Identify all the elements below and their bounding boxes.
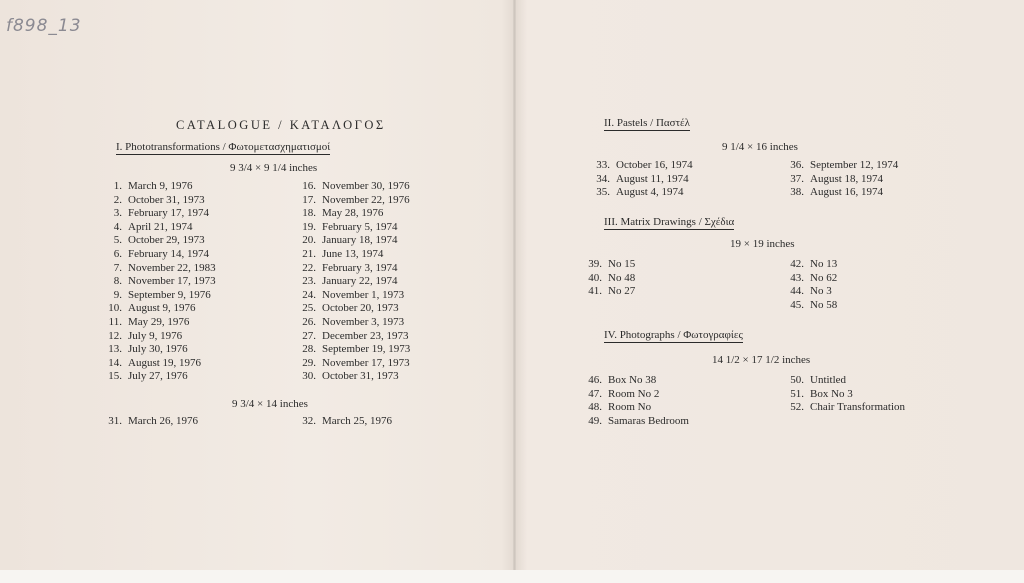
item-text: October 20, 1973 — [322, 302, 399, 315]
item-text: June 13, 1974 — [322, 247, 384, 260]
list-item — [296, 262, 410, 276]
list-item — [784, 258, 837, 272]
list-item — [102, 262, 216, 276]
item-number: 45. — [790, 298, 804, 311]
item-text: August 4, 1974 — [616, 186, 684, 199]
list-item — [784, 173, 898, 187]
list-item — [102, 221, 216, 235]
list-item — [296, 194, 410, 208]
item-text: Untitled — [810, 374, 847, 386]
list-matrix-col2 — [784, 258, 837, 312]
list-photographs-col2 — [784, 374, 905, 415]
dimensions-phototransformations: 9 3/4 × 9 1/4 inches — [230, 162, 318, 174]
item-text: Room No 2 — [608, 387, 660, 400]
item-text: December 23, 1973 — [322, 329, 409, 342]
item-text: Room No — [608, 401, 652, 414]
item-text: July 9, 1976 — [128, 329, 183, 342]
item-text: No 58 — [810, 298, 838, 311]
item-number: 42. — [790, 258, 804, 270]
item-text: No 15 — [608, 258, 636, 270]
list-phototransformations-col1 — [102, 180, 216, 384]
list-item — [784, 272, 837, 286]
item-text: January 18, 1974 — [322, 234, 398, 247]
item-text: August 16, 1974 — [810, 186, 884, 199]
list-item — [102, 302, 216, 316]
item-number: 51. — [790, 387, 804, 400]
list-item — [784, 285, 837, 299]
list-item — [102, 194, 216, 208]
item-number: 15. — [108, 370, 122, 383]
list-item — [102, 415, 198, 428]
list-item — [784, 388, 905, 402]
dimensions-phototransformations-2: 9 3/4 × 14 inches — [232, 398, 308, 410]
list-item — [296, 275, 410, 289]
item-text: No 3 — [810, 285, 832, 298]
item-number: 38. — [790, 186, 804, 199]
item-date: March 26, 1976 — [128, 415, 198, 427]
dimensions-matrix: 19 × 19 inches — [730, 238, 795, 250]
item-text: No 27 — [608, 285, 636, 298]
item-number: 8. — [113, 275, 122, 288]
list-item — [296, 207, 410, 221]
item-number: 26. — [302, 315, 316, 328]
item-number: 35. — [596, 186, 610, 199]
item-number: 3. — [113, 207, 122, 220]
item-text: October 29, 1973 — [128, 234, 205, 247]
item-number: 44. — [790, 285, 804, 298]
item-text: November 1, 1973 — [322, 288, 405, 301]
list-item — [296, 415, 392, 428]
list-item — [296, 248, 410, 262]
item-text: Box No 38 — [608, 374, 657, 386]
list-item — [582, 272, 635, 286]
item-date: March 25, 1976 — [322, 415, 392, 427]
section-heading-matrix: III. Matrix Drawings / Σχέδια — [604, 216, 735, 228]
item-text: September 9, 1976 — [128, 288, 211, 301]
item-number: 7. — [113, 261, 122, 274]
item-text: No 13 — [810, 258, 838, 270]
list-pastels-col1 — [590, 159, 693, 200]
list-item — [582, 415, 689, 429]
list-item — [296, 343, 410, 357]
item-number: 16. — [302, 180, 316, 192]
item-number: 36. — [790, 159, 804, 171]
list-item — [784, 299, 837, 313]
item-number: 47. — [588, 387, 602, 400]
item-text: August 9, 1976 — [128, 302, 196, 315]
page-fold — [513, 0, 516, 583]
page-bottom-edge — [0, 570, 1024, 583]
list-item — [582, 388, 689, 402]
list-item — [102, 330, 216, 344]
item-text: Samaras Bedroom — [608, 414, 689, 427]
section-heading-photographs: IV. Photographs / Φωτογραφίες — [604, 329, 743, 341]
item-number: 10. — [108, 302, 122, 315]
item-text: No 62 — [810, 271, 838, 284]
catalogue-title: CATALOGUE / ΚΑΤΑΛΟΓΟΣ — [176, 118, 386, 132]
section-heading-pastels: II. Pastels / Παστέλ — [604, 117, 690, 129]
item-number: 37. — [790, 172, 804, 185]
item-text: March 9, 1976 — [128, 180, 193, 192]
item-text: September 19, 1973 — [322, 343, 411, 356]
list-item — [102, 316, 216, 330]
list-item — [582, 258, 635, 272]
dimensions-pastels: 9 1/4 × 16 inches — [722, 141, 798, 153]
item-number: 50. — [790, 374, 804, 386]
dimensions-photographs: 14 1/2 × 17 1/2 inches — [712, 354, 811, 366]
item-text: October 16, 1974 — [616, 159, 693, 171]
list-item — [296, 180, 410, 194]
item-text: February 14, 1974 — [128, 247, 209, 260]
item-number: 28. — [302, 343, 316, 356]
item-number: 46. — [588, 374, 602, 386]
section-heading-phototransformations: I. Phototransformations / Φωτομετασχηματισμοί — [116, 141, 331, 153]
item-number: 24. — [302, 288, 316, 301]
item-text: November 3, 1973 — [322, 315, 405, 328]
item-number: 18. — [302, 207, 316, 220]
item-number: 27. — [302, 329, 316, 342]
item-text: No 48 — [608, 271, 636, 284]
list-item — [296, 289, 410, 303]
item-number: 30. — [302, 370, 316, 383]
item-number: 5. — [113, 234, 122, 247]
list-matrix-col1 — [582, 258, 635, 299]
list-item — [582, 285, 635, 299]
list-item — [784, 186, 898, 200]
item-number: 9. — [113, 288, 122, 301]
list-item — [296, 357, 410, 371]
list-item — [296, 316, 410, 330]
item-text: October 31, 1973 — [322, 370, 399, 383]
list-item — [102, 180, 216, 194]
list-item — [582, 374, 689, 388]
item-text: May 28, 1976 — [322, 207, 384, 220]
list-item — [784, 401, 905, 415]
list-item — [784, 159, 898, 173]
list-item — [102, 289, 216, 303]
list-item — [590, 186, 693, 200]
item-number: 4. — [113, 220, 122, 233]
list-item — [102, 275, 216, 289]
item-number: 40. — [588, 271, 602, 284]
item-number: 52. — [790, 401, 804, 414]
list-photographs-col1 — [582, 374, 689, 428]
list-item — [296, 370, 410, 384]
item-text: September 12, 1974 — [810, 159, 899, 171]
item-number: 22. — [302, 261, 316, 274]
item-number: 48. — [588, 401, 602, 414]
item-number: 11. — [108, 315, 122, 328]
item-number: 39. — [588, 258, 602, 270]
list-item — [296, 302, 410, 316]
item-number: 34. — [596, 172, 610, 185]
item-number: 41. — [588, 285, 602, 298]
list-item — [102, 207, 216, 221]
list-item — [590, 173, 693, 187]
item-text: November 17, 1973 — [128, 275, 216, 288]
list-item — [102, 357, 216, 371]
item-text: July 30, 1976 — [128, 343, 188, 356]
item-number: 25. — [302, 302, 316, 315]
item-number: 17. — [302, 193, 316, 206]
item-text: July 27, 1976 — [128, 370, 188, 383]
list-item — [296, 330, 410, 344]
item-number: 21. — [302, 247, 316, 260]
item-text: February 17, 1974 — [128, 207, 209, 220]
item-text: February 5, 1974 — [322, 220, 398, 233]
item-number: 32. — [302, 415, 316, 427]
item-number: 12. — [108, 329, 122, 342]
item-number: 43. — [790, 271, 804, 284]
item-text: November 22, 1983 — [128, 261, 216, 274]
item-number: 33. — [596, 159, 610, 171]
item-text: January 22, 1974 — [322, 275, 398, 288]
list-phototransformations-col2 — [296, 180, 410, 384]
item-text: August 11, 1974 — [616, 172, 689, 185]
list-item — [102, 248, 216, 262]
item-text: November 17, 1973 — [322, 356, 410, 369]
item-text: May 29, 1976 — [128, 315, 190, 328]
item-text: Chair Transformation — [810, 401, 906, 414]
list-item — [784, 374, 905, 388]
list-pastels-col2 — [784, 159, 898, 200]
item-text: August 18, 1974 — [810, 172, 884, 185]
item-text: August 19, 1976 — [128, 356, 202, 369]
handwritten-note: f898_13 — [6, 16, 82, 36]
list-item — [582, 401, 689, 415]
item-number: 20. — [302, 234, 316, 247]
list-item — [296, 234, 410, 248]
item-number: 14. — [108, 356, 122, 369]
item-number: 2. — [113, 193, 122, 206]
item-text: April 21, 1974 — [128, 220, 193, 233]
item-number: 29. — [302, 356, 316, 369]
item-text: February 3, 1974 — [322, 261, 398, 274]
item-number: 13. — [108, 343, 122, 356]
list-item — [102, 370, 216, 384]
list-item — [590, 159, 693, 173]
item-text: November 30, 1976 — [322, 180, 410, 192]
item-number: 1. — [113, 180, 122, 192]
item-number: 31. — [108, 415, 122, 427]
item-number: 19. — [302, 220, 316, 233]
item-text: October 31, 1973 — [128, 193, 205, 206]
item-number: 6. — [113, 247, 122, 260]
item-number: 23. — [302, 275, 316, 288]
item-text: November 22, 1976 — [322, 193, 410, 206]
list-item — [102, 343, 216, 357]
item-text: Box No 3 — [810, 387, 853, 400]
item-number: 49. — [588, 414, 602, 427]
list-item — [296, 221, 410, 235]
list-item — [102, 234, 216, 248]
